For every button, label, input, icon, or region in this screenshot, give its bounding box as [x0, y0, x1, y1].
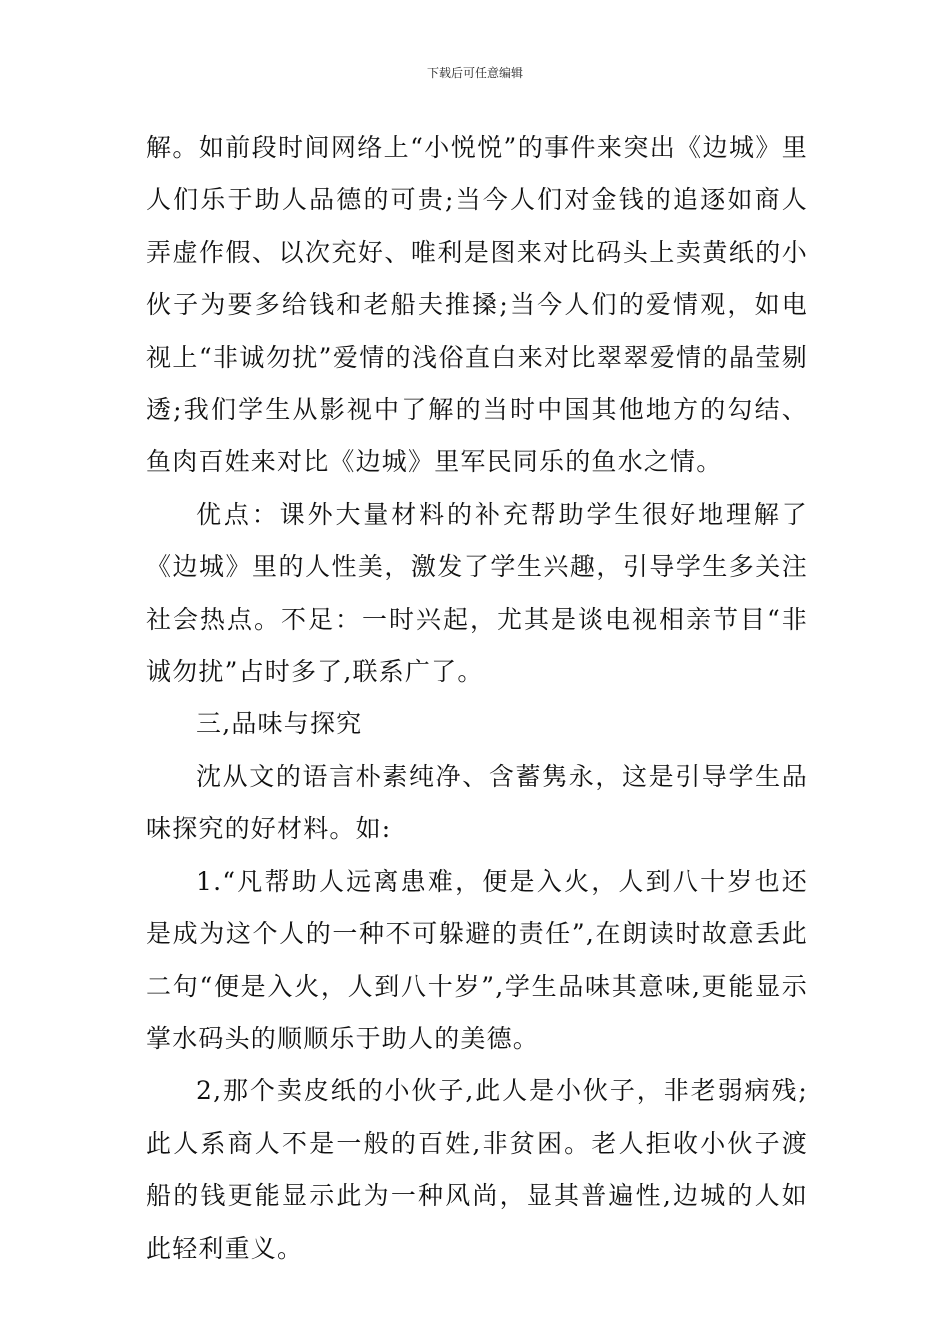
- paragraph-continuation: 解。如前段时间网络上“小悦悦”的事件来突出《边城》里人们乐于助人品德的可贵;当今人们对金钱的追逐如商人弄虚作假、以次充好、唯利是图来对比码头上卖黄纸的小伙子为要多给钱和老船夫推搡;当今人们的爱情观，如电视上“非诚勿扰”爱情的浅俗直白来对比翠翠爱情的晶莹剔透;我们学生从影视中了解的当时中国其他地方的勾结、鱼肉百姓来对比《边城》里军民同乐的鱼水之情。: [146, 133, 808, 477]
- section-heading: 三,品味与探究: [196, 709, 363, 739]
- page-header: 下载后可任意编辑: [426, 66, 523, 80]
- document-body: [146, 122, 808, 1275]
- list-item-1: 1.“凡帮助人远离患难，便是入火，人到八十岁也还是成为这个人的一种不可躲避的责任”,在朗读时故意丢此二句“便是入火，人到八十岁”,学生品味其意味,更能显示掌水码头的顺顺乐于助人的美德。: [146, 866, 808, 1053]
- list-item-2: 2,那个卖皮纸的小伙子,此人是小伙子，非老弱病残;此人系商人不是一般的百姓,非贫困。老人拒收小伙子渡船的钱更能显示此为一种风尚，显其普遍性,边城的人如此轻利重义。: [146, 1076, 808, 1263]
- paragraph-intro: 沈从文的语言朴素纯净、含蓄隽永，这是引导学生品味探究的好材料。如:: [146, 761, 808, 844]
- paragraph-evaluation: 优点：课外大量材料的补充帮助学生很好地理解了《边城》里的人性美，激发了学生兴趣，引导学生多关注社会热点。不足：一时兴起，尤其是谈电视相亲节目“非诚勿扰”占时多了,联系广了。: [146, 499, 808, 687]
